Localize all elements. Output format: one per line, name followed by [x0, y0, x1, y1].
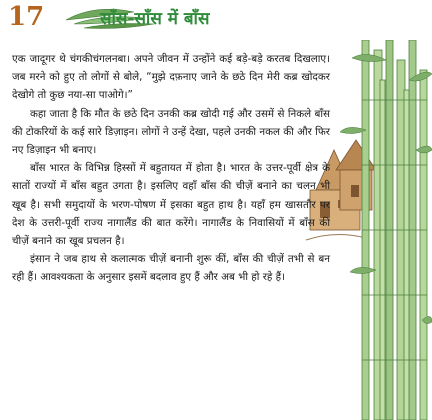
- chapter-header: [0, 0, 432, 40]
- paragraph-2: कहा जाता है कि मौत के छठे दिन उनकी कब्र खोदी गई और उसमें से निकले बाँस की टोकरियों के कई सारे डिज़ाइन। लोगों ने उन्हें देखा, पहले उनकी नकल की और फिर नए डिज़ाइन भी बनाए।: [12, 107, 330, 157]
- paragraph-3: बाँस भारत के विभिन्न हिस्सों में बहुतायत में होता है। भारत के उत्तर-पूर्वी क्षेत्र के सातों राज्यों में बाँस बहुत उगता है। इसलिए वहाँ बाँस की चीज़ें बनाने का चलन भी खूब है। सभी समुदायों के भरण-पोषण में इसका बहुत हाथ है। यहाँ हम खासतौर पर देश के उत्तरी-पूर्वी राज्य नागालैंड की बात करेंगे। नागालैंड के निवासियों में बाँस की चीज़ें बनाने का खूब प्रचलन है।: [12, 162, 330, 248]
- chapter-number: 17: [8, 2, 45, 32]
- chapter-title: साँस-साँस में बाँस: [100, 9, 210, 29]
- bamboo-stalks: [362, 40, 427, 420]
- paragraph-1: एक जादूगर थे चंगकीचंगलनबा। अपने जीवन में उन्होंने कई बड़े-बड़े करतब दिखलाए। जब मरने को हुए तो लोगों से बोले, “मुझे दफ़नाए जाने के छठे दिन मेरी कब्र खोदकर देखोगे तो कुछ नया-सा पाओगे।”: [12, 53, 330, 102]
- paragraph-4: इंसान ने जब हाथ से कलात्मक चीज़ें बनानी शुरू कीं, बाँस की चीज़ें तभी से बन रही हैं। आवश्यकता के अनुसार इसमें बदलाव हुए हैं और अब भी हो रहे हैं।: [12, 253, 330, 284]
- chapter-body: [12, 50, 330, 287]
